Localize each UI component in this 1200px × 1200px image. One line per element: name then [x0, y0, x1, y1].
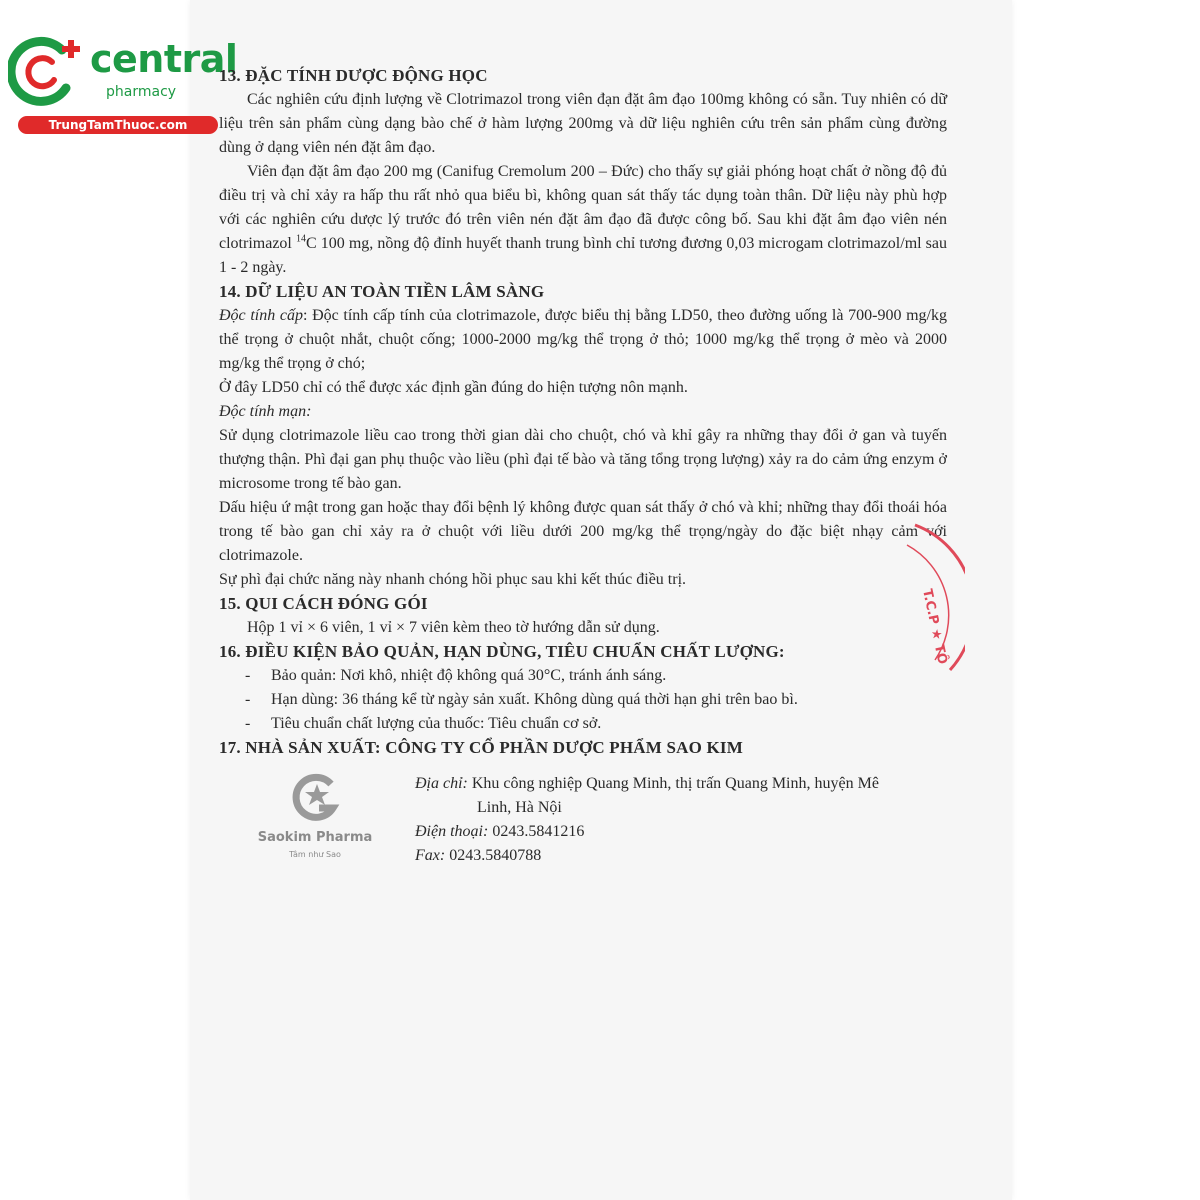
saokim-logo — [255, 768, 375, 868]
fax-label: Fax: — [415, 847, 446, 864]
acute-toxicity-text: : Độc tính cấp tính của clotrimazole, được biểu thị bằng LD50, theo đường uống là 700-900 mg/kg thể trọng ở chuột nhắt, chuột cống; 1000-2000 mg/kg thể trọng ở thỏ; 1000 mg/kg thể trọng ở mèo và 2000 mg/kg thể trọng ở chó; — [219, 307, 948, 372]
saokim-logo-slogan: Tâm như Sao — [289, 850, 341, 859]
section-13-p2-part-a: Viên đạn đặt âm đạo 200 mg (Canifug Cremolum 200 – Đức) cho thấy sự giải phóng hoạt chất ở nồng độ đủ điều trị và chỉ xảy ra hấp thu rất nhỏ qua biểu bì, không quan sát thấy tác dụng toàn thân. Dữ liệu này phù hợp với các nghiên cứu dược lý trước đó trên viên nén đặt âm đạo đã được công bố. Sau khi đặt âm đạo viên nén clotrimazol — [219, 163, 947, 252]
chronic-toxicity-paragraph-2: Dấu hiệu ứ mật trong gan hoặc thay đổi bệnh lý không được quan sát thấy ở chó và khỉ; những thay đổi thoái hóa trong tế bào gan chỉ xảy ra ở chuột với liều dưới 200 mg/kg thể trọng/ngày do đặc biệt nhạy cảm với clotrimazole. — [219, 499, 947, 564]
section-13-title: 13. ĐẶC TÍNH DƯỢC ĐỘNG HỌC — [219, 66, 488, 85]
phone-value: 0243.5841216 — [488, 823, 585, 840]
manufacturer-contact — [415, 772, 955, 868]
phone-line — [415, 820, 955, 844]
isotope-superscript: 14 — [295, 233, 306, 245]
shelf-life-list-item: - Hạn dùng: 36 tháng kể từ ngày sản xuất. Không dùng quá thời hạn ghi trên bao bì. — [219, 688, 947, 712]
section-16-title: 16. ĐIỀU KIỆN BẢO QUẢN, HẠN DÙNG, TIÊU CHUẨN CHẤT LƯỢNG: — [219, 642, 785, 661]
saokim-star-icon — [255, 768, 375, 830]
section-14-title: 14. DỮ LIỆU AN TOÀN TIỀN LÂM SÀNG — [219, 282, 545, 301]
address-line-2: Linh, Hà Nội — [477, 799, 562, 816]
section-13-paragraph-2 — [219, 160, 947, 280]
stamp-text: T.C.P ★ TÔ — [919, 587, 950, 666]
address-label: Địa chỉ: — [415, 775, 468, 792]
brand-subtitle: pharmacy — [106, 84, 177, 100]
quality-standard-item-text: Tiêu chuẩn chất lượng của thuốc: Tiêu chuẩn cơ sở. — [271, 715, 602, 732]
section-17-title: 17. NHÀ SẢN XUẤT: CÔNG TY CỔ PHẦN DƯỢC PHẨM SAO KIM — [219, 738, 743, 757]
storage-list-item: - Bảo quản: Nơi khô, nhiệt độ không quá 30°C, tránh ánh sáng. — [219, 664, 947, 688]
chronic-toxicity-label: Độc tính mạn: — [219, 403, 312, 420]
address-line — [415, 772, 955, 796]
fax-line — [415, 844, 955, 868]
acute-toxicity-note: Ở đây LD50 chỉ có thể được xác định gần đúng do hiện tượng nôn mạnh. — [219, 379, 688, 396]
section-13-paragraph-1: Các nghiên cứu định lượng về Clotrimazol trong viên đạn đặt âm đạo 100mg không có sẵn. Tuy nhiên có dữ liệu trên sản phẩm cùng dạng bào chế ở hàm lượng 200mg và dữ liệu nghiên cứu trên sản phẩm cùng đường dùng ở dạng viên nén đặt âm đạo. — [219, 91, 947, 156]
acute-toxicity-label: Độc tính cấp — [219, 307, 303, 324]
central-logo-icon — [8, 36, 88, 112]
acute-toxicity-paragraph — [219, 304, 947, 376]
storage-item-text: Bảo quản: Nơi khô, nhiệt độ không quá 30°C, tránh ánh sáng. — [271, 667, 667, 684]
section-13-p2-part-b: C 100 mg, nồng độ đỉnh huyết thanh trung bình chỉ tương đương 0,03 microgam clotrimazol/ml sau 1 - 2 ngày. — [219, 235, 948, 276]
central-pharmacy-logo[interactable] — [8, 36, 238, 136]
section-15-title: 15. QUI CÁCH ĐÓNG GÓI — [219, 594, 428, 613]
shelf-life-item-text: Hạn dùng: 36 tháng kể từ ngày sản xuất. Không dùng quá thời hạn ghi trên bao bì. — [271, 691, 798, 708]
packaging-text: Hộp 1 vỉ × 6 viên, 1 vỉ × 7 viên kèm theo tờ hướng dẫn sử dụng. — [247, 619, 660, 636]
phone-label: Điện thoại: — [415, 823, 489, 840]
brand-name: central — [90, 37, 238, 81]
brand-site-link[interactable]: TrungTamThuoc.com — [18, 116, 218, 134]
chronic-toxicity-paragraph-1: Sử dụng clotrimazole liều cao trong thời gian dài cho chuột, chó và khỉ gây ra những thay đổi ở gan và tuyến thượng thận. Phì đại gan phụ thuộc vào liều (phì đại tế bào và tăng tổng trọng lượng) xảy ra do cảm ứng enzym ở microsome trong tế bào gan. — [219, 427, 947, 492]
chronic-toxicity-paragraph-3: Sự phì đại chức năng này nhanh chóng hồi phục sau khi kết thúc điều trị. — [219, 571, 687, 588]
address-value: Khu công nghiệp Quang Minh, thị trấn Quang Minh, huyện Mê — [467, 775, 879, 792]
fax-value: 0243.5840788 — [445, 847, 542, 864]
company-seal-stamp — [905, 520, 965, 690]
document-body — [219, 64, 947, 760]
saokim-logo-name: Saokim Pharma — [257, 830, 373, 845]
quality-standard-list-item: - Tiêu chuẩn chất lượng của thuốc: Tiêu chuẩn cơ sở. — [219, 712, 947, 736]
